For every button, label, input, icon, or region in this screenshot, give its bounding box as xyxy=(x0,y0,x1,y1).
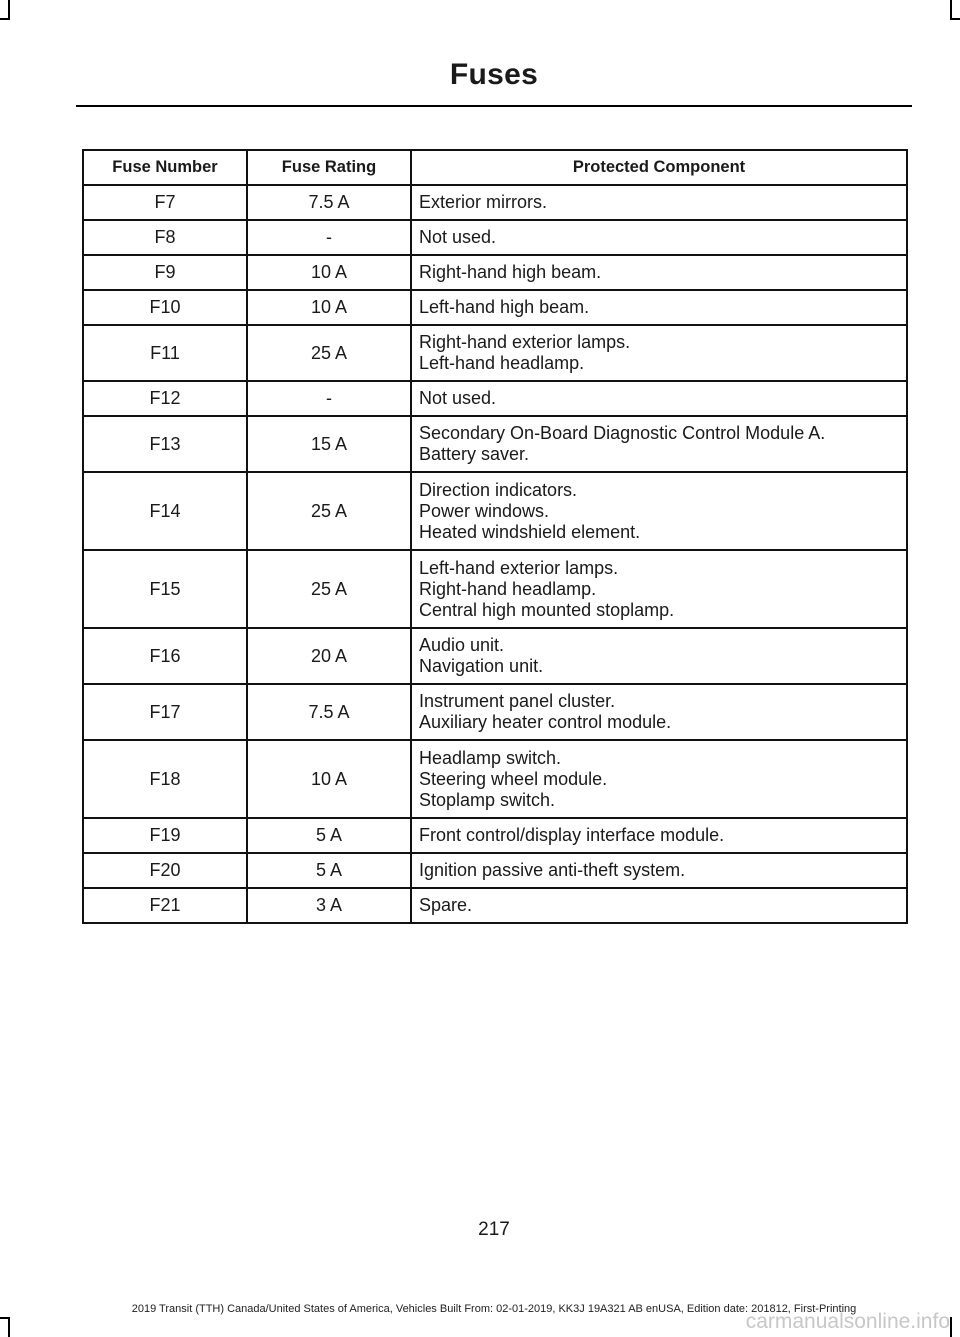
protected-component-cell xyxy=(411,416,907,472)
component-line: Battery saver. xyxy=(419,444,530,464)
fuse-number-cell: F10 xyxy=(83,290,247,325)
table-row xyxy=(83,290,907,325)
page-number: 217 xyxy=(478,1219,510,1240)
fuse-number-cell: F12 xyxy=(83,381,247,416)
fuse-number-cell: F21 xyxy=(83,888,247,923)
footer-text: 2019 Transit (TTH) Canada/United States of America, Vehicles Built From: 02-01-2019, KK3J 19A321 AB enUSA, Edition date: 201812, First-Printing xyxy=(131,1303,857,1315)
crop-mark xyxy=(950,18,960,20)
fuse-number-cell: F16 xyxy=(83,628,247,684)
component-line: Not used. xyxy=(419,227,497,247)
fuse-rating-cell: 25 A xyxy=(247,550,411,628)
fuse-rating-cell: 5 A xyxy=(247,853,411,888)
component-line: Right-hand exterior lamps. xyxy=(419,332,631,352)
fuse-number-cell: F18 xyxy=(83,740,247,818)
protected-component-cell xyxy=(411,740,907,818)
fuse-number-cell: F11 xyxy=(83,325,247,381)
fuse-rating-cell: - xyxy=(247,381,411,416)
fuse-number-cell: F19 xyxy=(83,818,247,853)
protected-component-cell xyxy=(411,472,907,550)
protected-component-cell xyxy=(411,255,907,290)
fuse-number-cell: F9 xyxy=(83,255,247,290)
table-row xyxy=(83,888,907,923)
component-line: Direction indicators. xyxy=(419,479,578,500)
component-line: Central high mounted stoplamp. xyxy=(419,599,675,620)
crop-mark xyxy=(8,1317,10,1337)
component-line: Instrument panel cluster. xyxy=(419,691,616,711)
protected-component-cell xyxy=(411,684,907,740)
crop-mark xyxy=(950,1317,952,1337)
protected-component-cell xyxy=(411,818,907,853)
crop-mark xyxy=(0,1317,10,1319)
component-line: Not used. xyxy=(419,388,497,408)
table-row xyxy=(83,628,907,684)
table-row xyxy=(83,853,907,888)
protected-component-cell xyxy=(411,185,907,220)
table-row xyxy=(83,416,907,472)
watermark: carmanualsonline.info xyxy=(745,1310,950,1333)
header-divider xyxy=(76,105,912,107)
crop-mark xyxy=(950,0,952,20)
component-line: Audio unit. xyxy=(419,635,505,655)
protected-component-cell xyxy=(411,325,907,381)
protected-component-cell xyxy=(411,628,907,684)
table-header-row xyxy=(83,150,907,185)
component-line: Stoplamp switch. xyxy=(419,789,556,810)
column-header-fuse-rating: Fuse Rating xyxy=(247,150,411,185)
fuse-rating-cell: 25 A xyxy=(247,325,411,381)
fuse-rating-cell: 5 A xyxy=(247,818,411,853)
fuse-number-cell: F7 xyxy=(83,185,247,220)
component-line: Left-hand headlamp. xyxy=(419,353,585,373)
fuse-rating-cell: - xyxy=(247,220,411,255)
fuse-number-cell: F13 xyxy=(83,416,247,472)
table-row xyxy=(83,550,907,628)
fuse-table xyxy=(82,149,908,924)
fuse-number-cell: F20 xyxy=(83,853,247,888)
fuse-rating-cell: 3 A xyxy=(247,888,411,923)
component-line: Headlamp switch. xyxy=(419,747,562,768)
protected-component-cell xyxy=(411,220,907,255)
table-row xyxy=(83,472,907,550)
table-row xyxy=(83,185,907,220)
protected-component-cell xyxy=(411,888,907,923)
component-line: Navigation unit. xyxy=(419,656,544,676)
fuse-table-body xyxy=(83,185,907,923)
protected-component-cell xyxy=(411,853,907,888)
protected-component-cell xyxy=(411,381,907,416)
fuse-rating-cell: 10 A xyxy=(247,740,411,818)
column-header-protected-component: Protected Component xyxy=(411,150,907,185)
component-line: Secondary On-Board Diagnostic Control Module A. xyxy=(419,423,826,443)
protected-component-cell xyxy=(411,290,907,325)
table-row xyxy=(83,255,907,290)
component-line: Auxiliary heater control module. xyxy=(419,712,672,732)
table-row xyxy=(83,684,907,740)
table-row xyxy=(83,818,907,853)
component-line: Left-hand high beam. xyxy=(419,297,590,317)
fuse-number-cell: F17 xyxy=(83,684,247,740)
component-line: Exterior mirrors. xyxy=(419,192,548,212)
table-row xyxy=(83,381,907,416)
fuse-rating-cell: 25 A xyxy=(247,472,411,550)
fuse-rating-cell: 10 A xyxy=(247,255,411,290)
component-line: Left-hand exterior lamps. xyxy=(419,557,619,578)
component-line: Power windows. xyxy=(419,500,550,521)
crop-mark xyxy=(8,0,10,20)
fuse-number-cell: F8 xyxy=(83,220,247,255)
component-line: Right-hand high beam. xyxy=(419,262,602,282)
component-line: Spare. xyxy=(419,895,473,915)
page-title: Fuses xyxy=(449,58,539,91)
table-row xyxy=(83,325,907,381)
component-line: Steering wheel module. xyxy=(419,768,608,789)
protected-component-cell xyxy=(411,550,907,628)
fuse-rating-cell: 7.5 A xyxy=(247,684,411,740)
fuse-rating-cell: 7.5 A xyxy=(247,185,411,220)
table-row xyxy=(83,740,907,818)
component-line: Right-hand headlamp. xyxy=(419,578,597,599)
fuse-rating-cell: 20 A xyxy=(247,628,411,684)
component-line: Ignition passive anti-theft system. xyxy=(419,860,686,880)
crop-mark xyxy=(0,18,10,20)
fuse-number-cell: F15 xyxy=(83,550,247,628)
fuse-rating-cell: 15 A xyxy=(247,416,411,472)
fuse-rating-cell: 10 A xyxy=(247,290,411,325)
column-header-fuse-number: Fuse Number xyxy=(83,150,247,185)
component-line: Heated windshield element. xyxy=(419,521,641,542)
component-line: Front control/display interface module. xyxy=(419,825,725,845)
table-row xyxy=(83,220,907,255)
fuse-number-cell: F14 xyxy=(83,472,247,550)
